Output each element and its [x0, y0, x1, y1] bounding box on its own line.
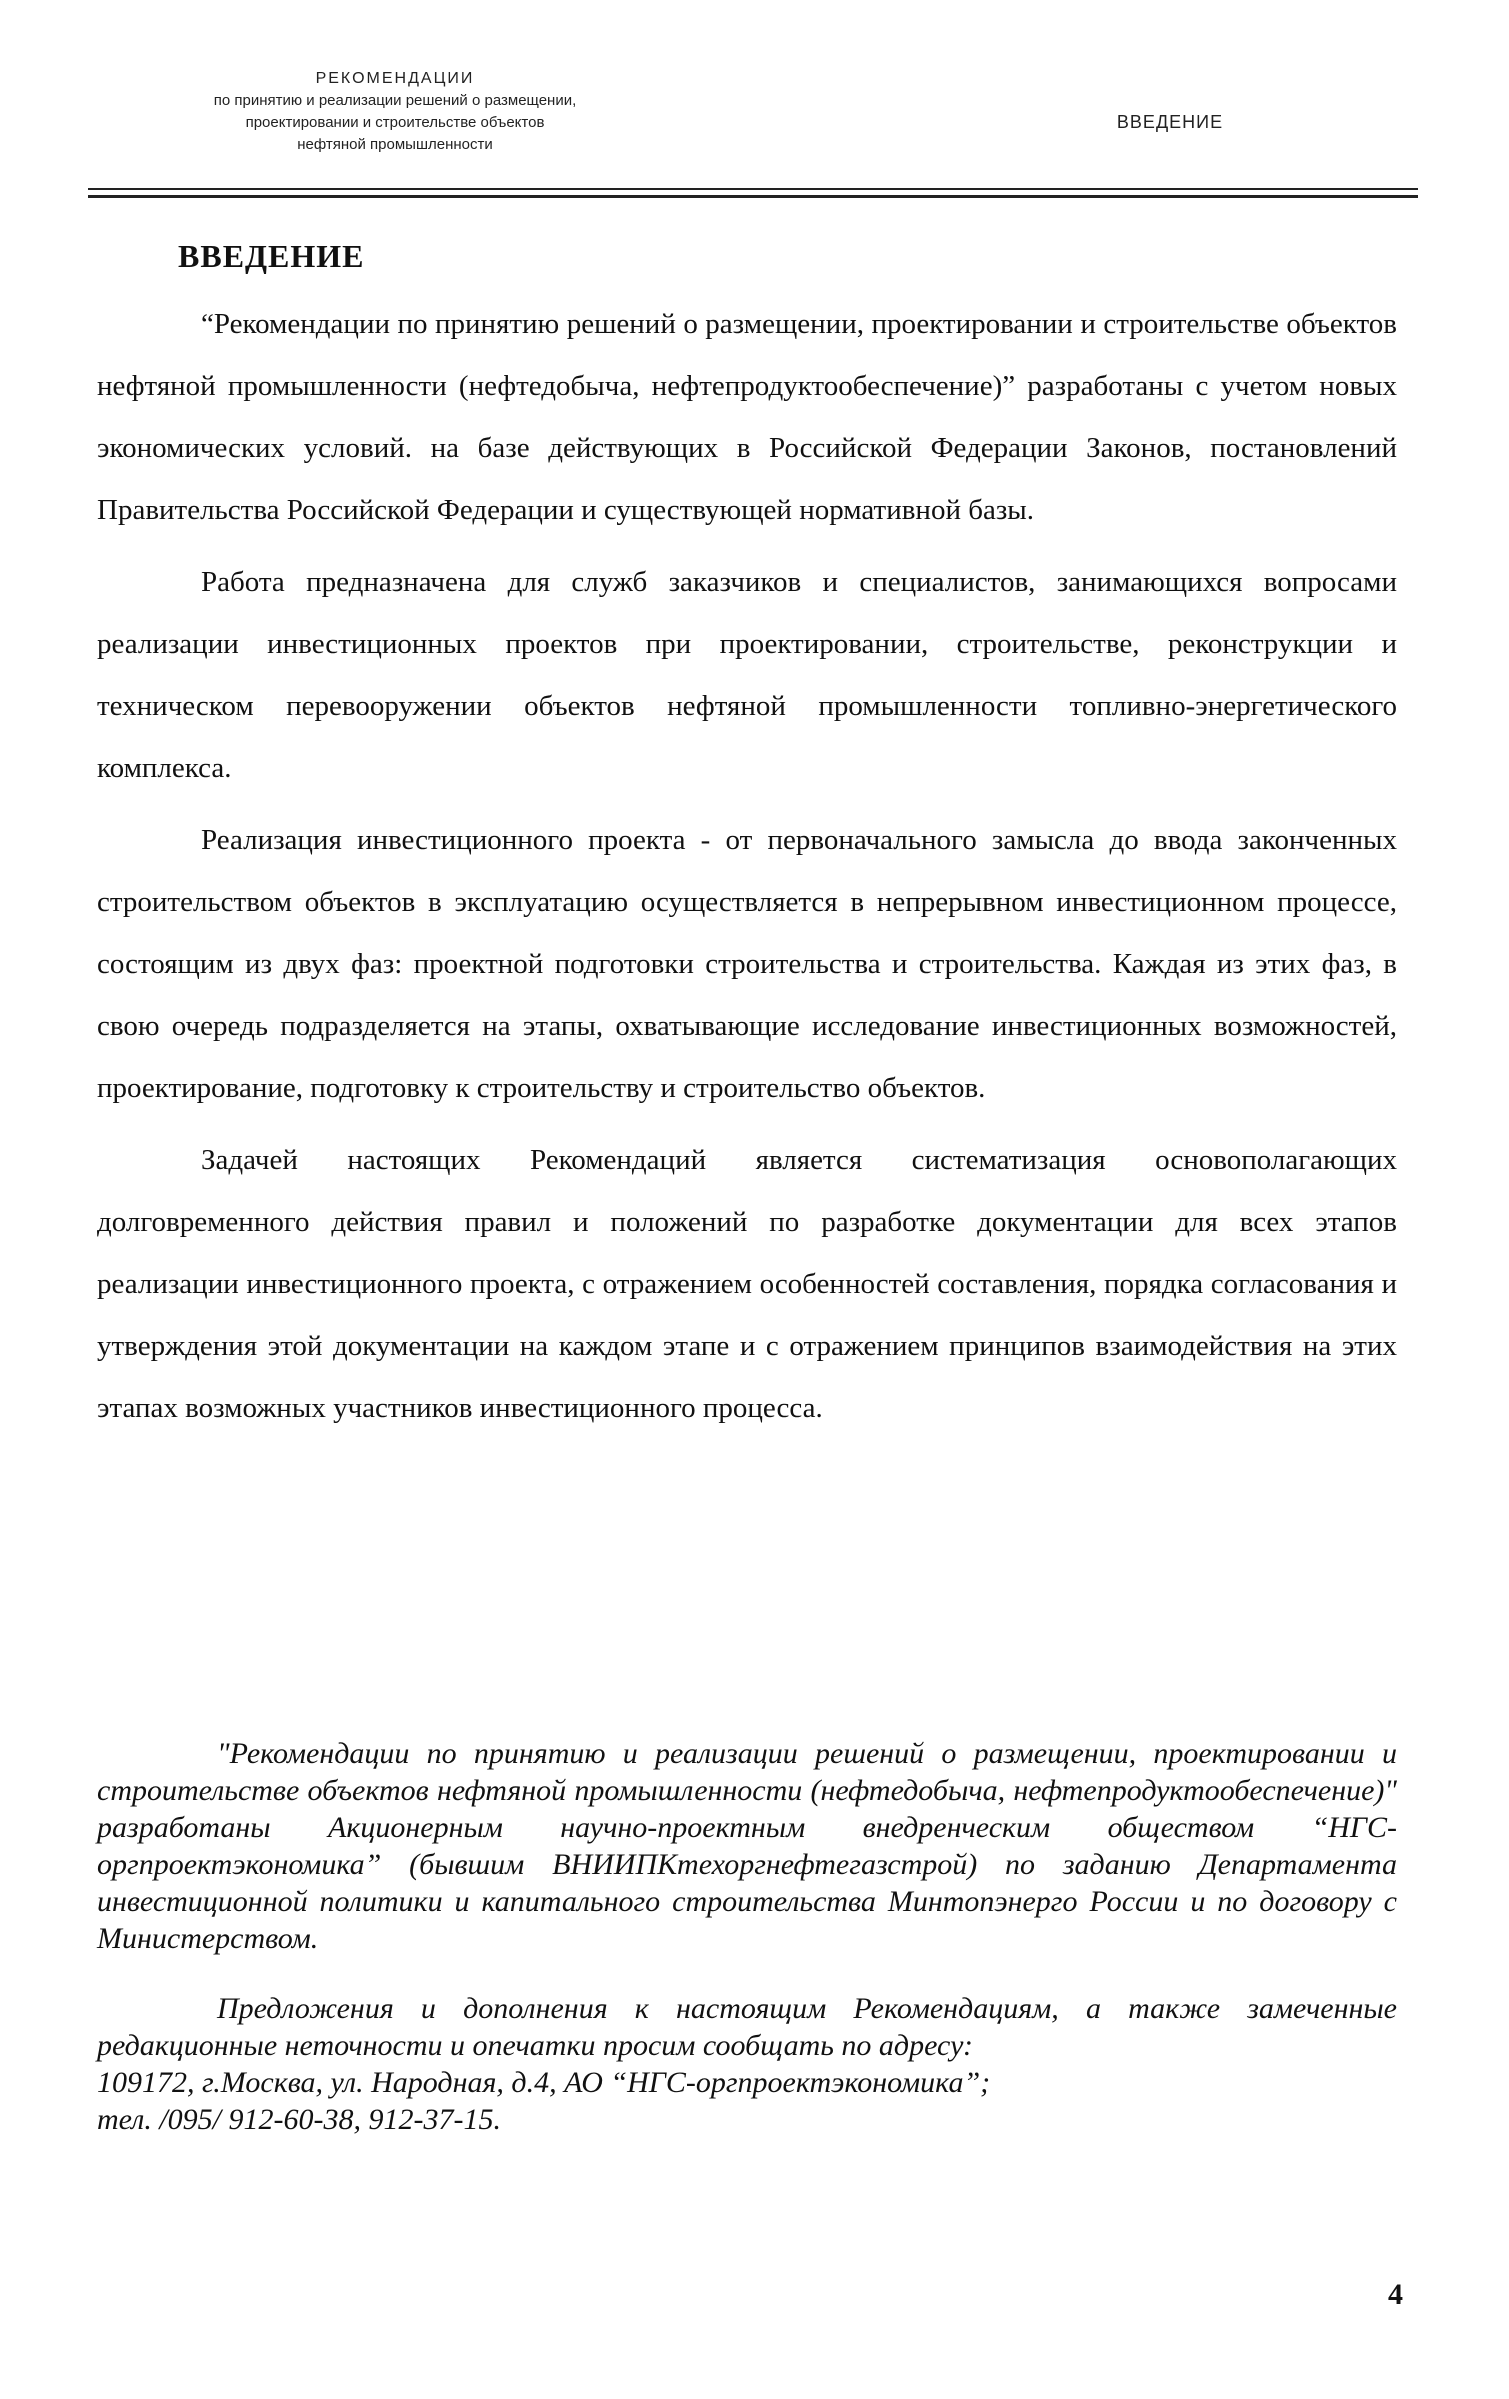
header-rule-thin — [88, 188, 1418, 190]
body-paragraph: “Рекомендации по принятию решений о размещении, проектировании и строительстве объектов нефтяной промышленности (нефтедобыча, нефтепродуктообеспечение)” разработаны с учетом новых экономических условий. на базе действующих в Российской Федерации Законов, постановлений Правительства Российской Федерации и существующей нормативной базы. — [97, 308, 1397, 526]
header-title-line: РЕКОМЕНДАЦИИ — [315, 70, 475, 87]
page-number: 4 — [1388, 2278, 1403, 2311]
header-title-line: проектировании и строительстве объектов — [245, 114, 545, 131]
main-text — [97, 293, 1397, 1439]
italic-note — [97, 1735, 1397, 2138]
body-paragraph: Работа предназначена для служб заказчиков и специалистов, занимающихся вопросами реализации инвестиционных проектов при проектировании, строительстве, реконструкции и техническом перевооружении объектов нефтяной промышленности топливно-энергетического комплекса. — [97, 566, 1397, 784]
contact-intro: Предложения и дополнения к настоящим Рекомендациям, а также замеченные редакционные неточности и опечатки просим сообщать по адресу: — [97, 1992, 1397, 2062]
section-title: ВВЕДЕНИЕ — [178, 238, 365, 274]
developer-note: "Рекомендации по принятию и реализации решений о размещении, проектировании и строительстве объектов нефтяной промышленности (нефтедобыча, нефтепродуктообеспечение)" разработаны Акционерным научно-проектным внедренческим обществом “НГС-оргпроектэкономика” (бывшим ВНИИПКтехоргнефтегазстрой) по заданию Департамента инвестиционной политики и капитального строительства Минтопэнерго России и по договору с Министерством. — [97, 1737, 1397, 1955]
contact-note — [97, 1990, 1397, 2138]
contact-address: 109172, г.Москва, ул. Народная, д.4, АО “НГС-оргпроектэкономика”; — [97, 2066, 991, 2099]
body-paragraph: Задачей настоящих Рекомендаций является систематизация основополагающих долговременного действия правил и положений по разработке документации для всех этапов реализации инвестиционного проекта, с отражением особенностей составления, порядка согласования и утверждения этой документации на каждом этапе и с отражением принципов взаимодействия на этих этапах возможных участников инвестиционного процесса. — [97, 1144, 1397, 1424]
header-section-label: ВВЕДЕНИЕ — [1116, 112, 1224, 132]
header-document-title — [95, 68, 695, 156]
header-title-line: по принятию и реализации решений о размещении, — [213, 92, 577, 109]
contact-phones: тел. /095/ 912-60-38, 912-37-15. — [97, 2103, 501, 2136]
header-rule-thick — [88, 195, 1418, 198]
body-paragraph: Реализация инвестиционного проекта - от первоначального замысла до ввода законченных строительством объектов в эксплуатацию осуществляется в непрерывном инвестиционном процессе, состоящим из двух фаз: проектной подготовки строительства и строительства. Каждая из этих фаз, в свою очередь подразделяется на этапы, охватывающие исследование инвестиционных возможностей, проектирование, подготовку к строительству и строительство объектов. — [97, 824, 1397, 1104]
header-title-line: нефтяной промышленности — [297, 136, 493, 153]
page-header — [0, 0, 1509, 200]
